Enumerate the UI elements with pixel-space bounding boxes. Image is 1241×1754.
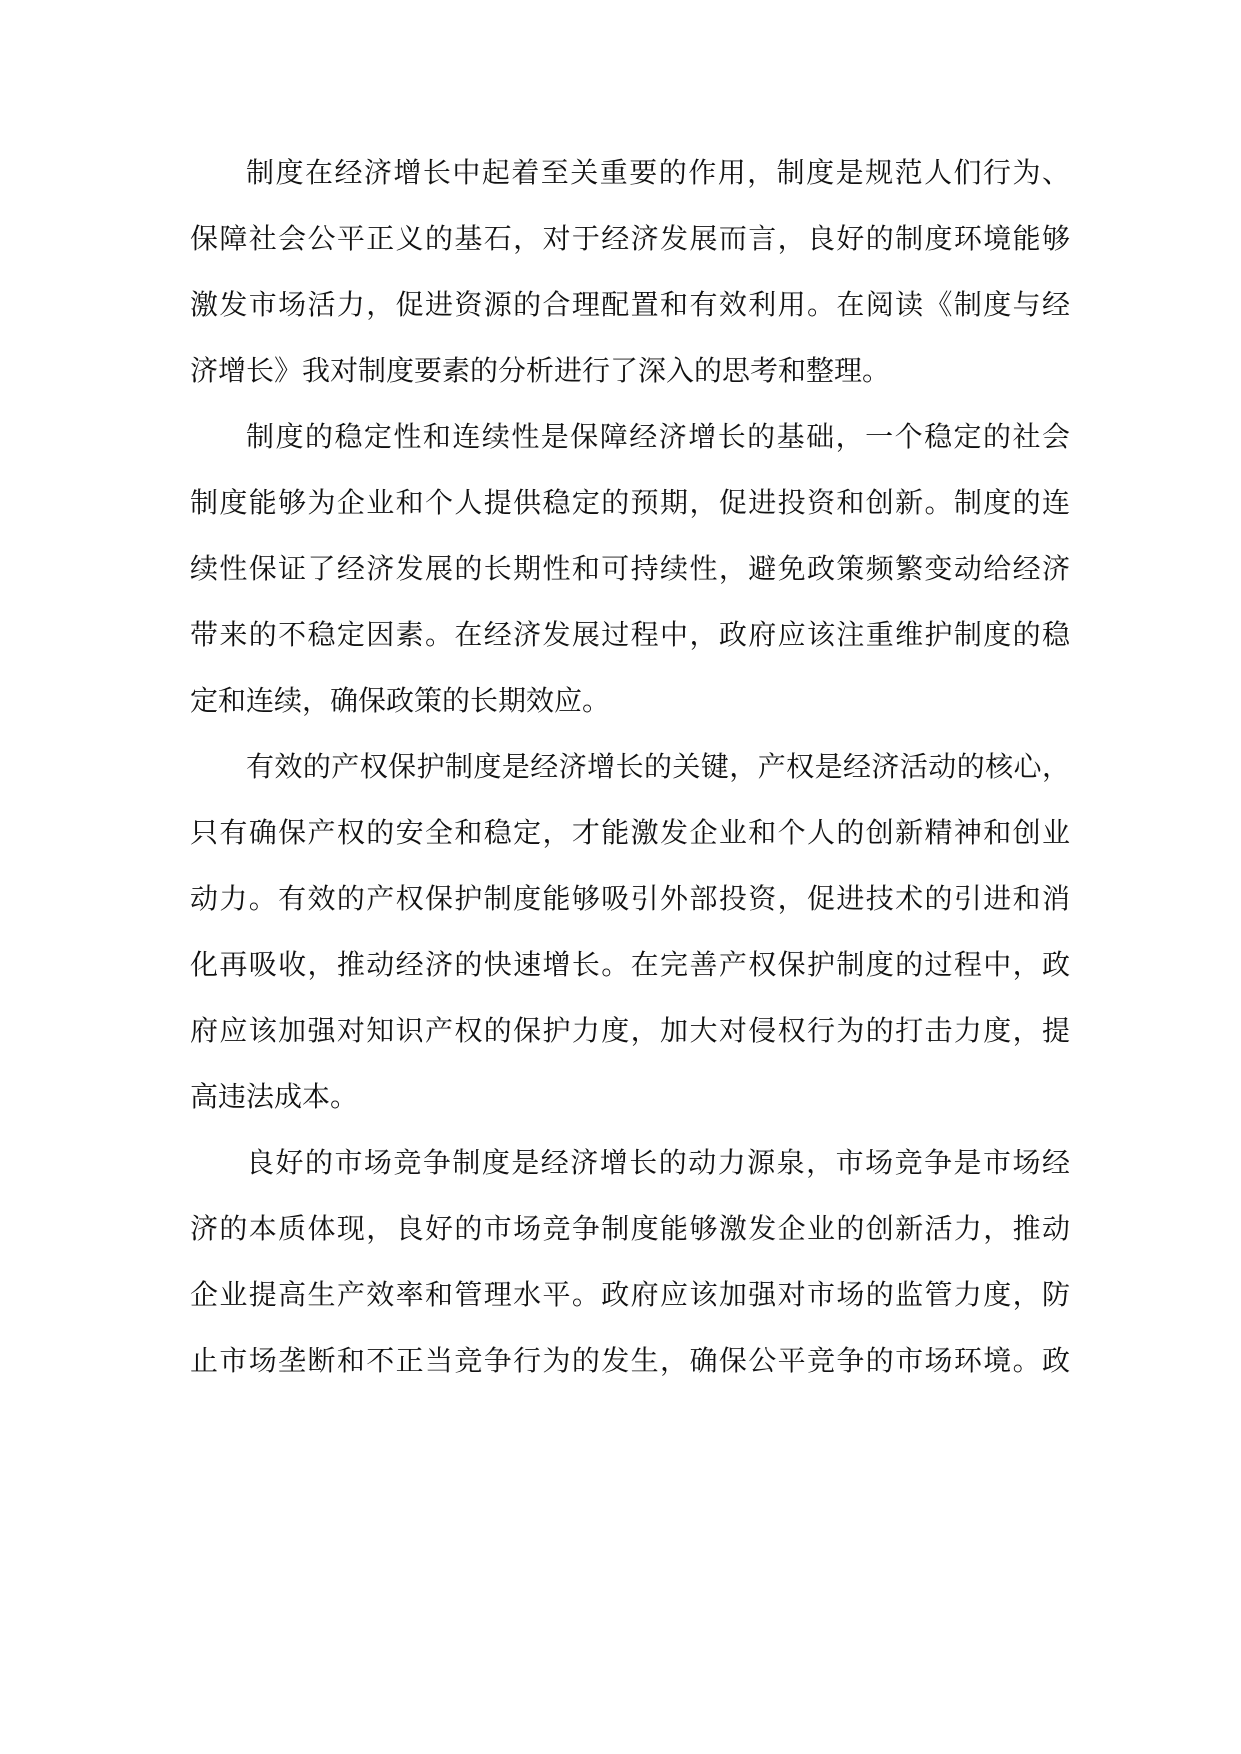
paragraph-1 [190,140,1070,404]
text-line: 有效的产权保护制度是经济增长的关键，产权是经济活动的核心， [246,750,1070,783]
text-line: 高违法成本。 [190,1080,359,1113]
document-body [190,140,1070,1394]
text-line: 止市场垄断和不正当竞争行为的发生，确保公平竞争的市场环境。政 [190,1344,1070,1377]
text-line: 济的本质体现，良好的市场竞争制度能够激发企业的创新活力，推动 [190,1212,1070,1245]
paragraph-2 [190,404,1070,734]
text-line: 化再吸收，推动经济的快速增长。在完善产权保护制度的过程中，政 [190,948,1070,981]
text-line: 良好的市场竞争制度是经济增长的动力源泉，市场竞争是市场经 [246,1146,1070,1179]
text-line: 保障社会公平正义的基石，对于经济发展而言，良好的制度环境能够 [190,222,1070,255]
text-line: 制度在经济增长中起着至关重要的作用，制度是规范人们行为、 [246,156,1070,189]
text-line: 制度能够为企业和个人提供稳定的预期，促进投资和创新。制度的连 [190,486,1070,519]
text-line: 制度的稳定性和连续性是保障经济增长的基础，一个稳定的社会 [246,420,1070,453]
text-line: 激发市场活力，促进资源的合理配置和有效利用。在阅读《制度与经 [190,288,1070,321]
paragraph-4 [190,1130,1070,1394]
text-line: 带来的不稳定因素。在经济发展过程中，政府应该注重维护制度的稳 [190,618,1070,651]
text-line: 动力。有效的产权保护制度能够吸引外部投资，促进技术的引进和消 [190,882,1070,915]
text-line: 只有确保产权的安全和稳定，才能激发企业和个人的创新精神和创业 [190,816,1070,849]
paragraph-3 [190,734,1070,1130]
text-line: 续性保证了经济发展的长期性和可持续性，避免政策频繁变动给经济 [190,552,1070,585]
text-line: 企业提高生产效率和管理水平。政府应该加强对市场的监管力度，防 [190,1278,1070,1311]
text-line: 定和连续，确保政策的长期效应。 [190,684,611,717]
text-line: 济增长》我对制度要素的分析进行了深入的思考和整理。 [190,354,891,387]
text-line: 府应该加强对知识产权的保护力度，加大对侵权行为的打击力度，提 [190,1014,1070,1047]
